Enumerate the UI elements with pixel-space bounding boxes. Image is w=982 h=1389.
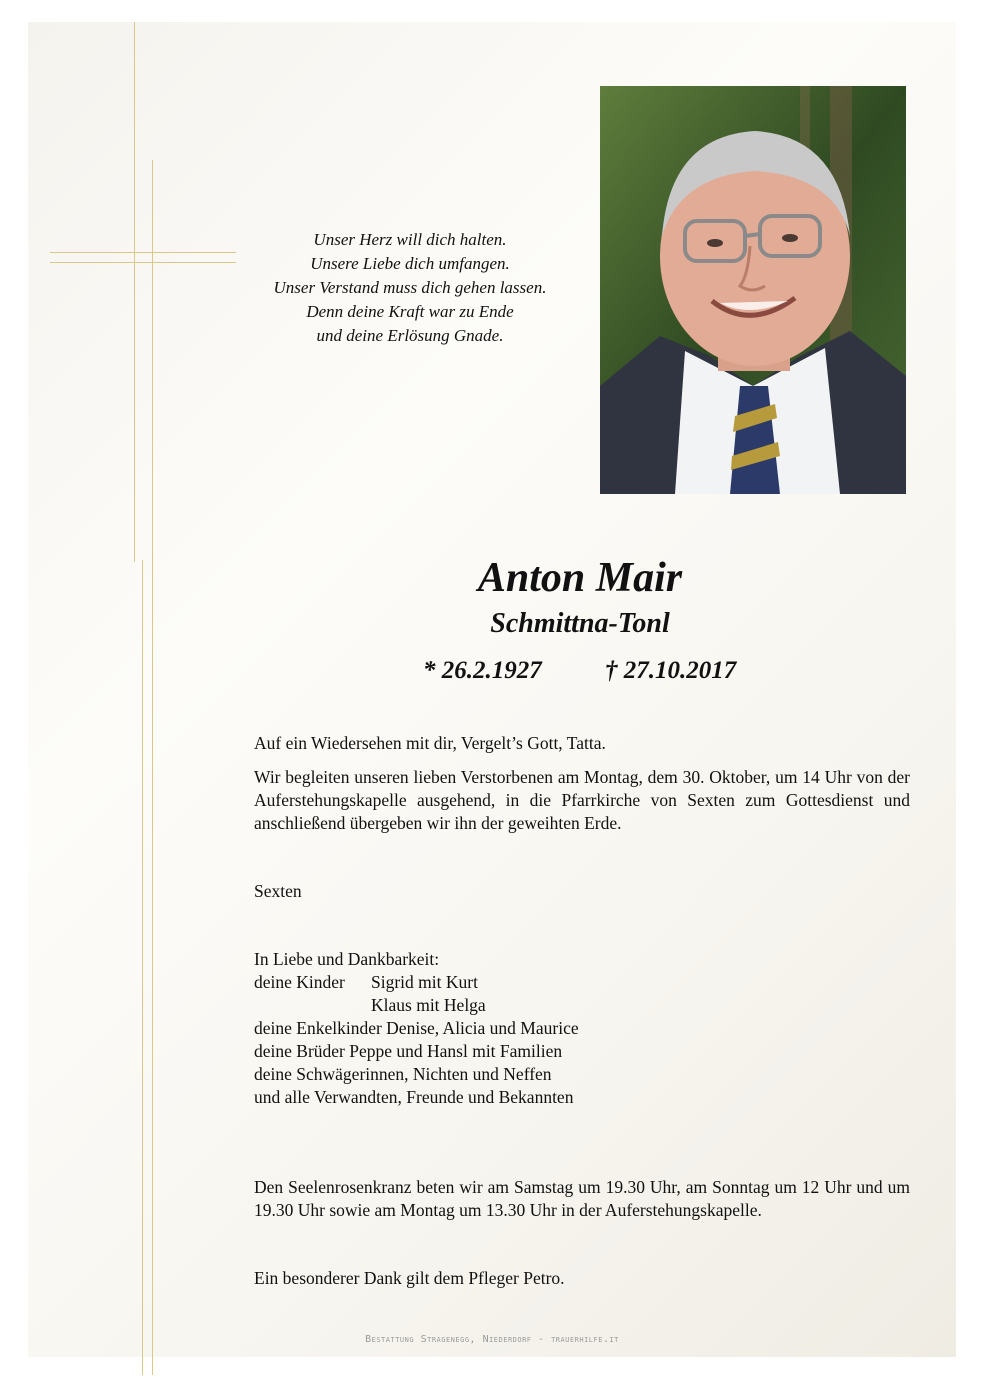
farewell-text: Auf ein Wiedersehen mit dir, Vergelt’s Gott, Tatta. xyxy=(254,733,606,753)
rosary-text: Den Seelenrosenkranz beten wir am Samstag um 19.30 Uhr, am Sonntag um 12 Uhr und um 19.30 Uhr sowie am Montag um 13.30 Uhr in der Auferstehungskapelle. xyxy=(254,1177,910,1220)
deceased-name: Anton Mair xyxy=(477,555,683,601)
birth-date: * 26.2.1927 xyxy=(423,657,542,684)
cross-vertical-line-outer xyxy=(142,560,143,1375)
death-date: † 27.10.2017 xyxy=(605,657,737,684)
thanks-text: Ein besonderer Dank gilt dem Pfleger Petro. xyxy=(254,1268,565,1288)
footer-credit: Bestattung Stragenegg, Niederdorf - trauerhilfe.it xyxy=(365,1334,619,1345)
poem-line: Unsere Liebe dich umfangen. xyxy=(310,254,510,273)
kinder-label: deine Kinder xyxy=(254,972,345,992)
mourners-line: und alle Verwandten, Freunde und Bekannten xyxy=(254,1087,574,1107)
poem-line: Unser Herz will dich halten. xyxy=(313,230,507,249)
mourners-line: deine Schwägerinnen, Nichten und Neffen xyxy=(254,1064,552,1084)
kinder-entry: Sigrid mit Kurt xyxy=(371,972,478,992)
poem-line: und deine Erlösung Gnade. xyxy=(316,326,504,345)
mourners-kinder-row xyxy=(254,971,910,994)
cross-vertical-line-left xyxy=(134,22,135,562)
poem-line: Denn deine Kraft war zu Ende xyxy=(306,302,514,321)
cross-horizontal-line-bottom xyxy=(50,262,236,263)
mourners-line: deine Enkelkinder Denise, Alicia und Maurice xyxy=(254,1018,579,1038)
funeral-text: Wir begleiten unseren lieben Verstorbenen am Montag, dem 30. Oktober, um 14 Uhr von der Auferstehungskapelle ausgehend, in die Pfarrkirche von Sexten zum Gottesdienst und anschließend übergeben wir ihn der geweihten Erde. xyxy=(254,767,910,833)
cross-vertical-line-right xyxy=(152,160,153,1375)
cross-horizontal-line-top xyxy=(50,252,236,253)
mourners-list xyxy=(254,948,910,1109)
portrait-illustration xyxy=(600,86,906,494)
mourners-intro: In Liebe und Dankbarkeit: xyxy=(254,949,440,969)
kinder-entry: Klaus mit Helga xyxy=(371,995,486,1015)
mourners-kinder-row xyxy=(254,994,910,1017)
poem-line: Unser Verstand muss dich gehen lassen. xyxy=(273,278,547,297)
place-text: Sexten xyxy=(254,881,302,901)
poem xyxy=(240,228,580,348)
mourners-line: deine Brüder Peppe und Hansl mit Familien xyxy=(254,1041,563,1061)
deceased-nickname: Schmittna-Tonl xyxy=(490,608,670,639)
portrait-photo xyxy=(600,86,906,494)
